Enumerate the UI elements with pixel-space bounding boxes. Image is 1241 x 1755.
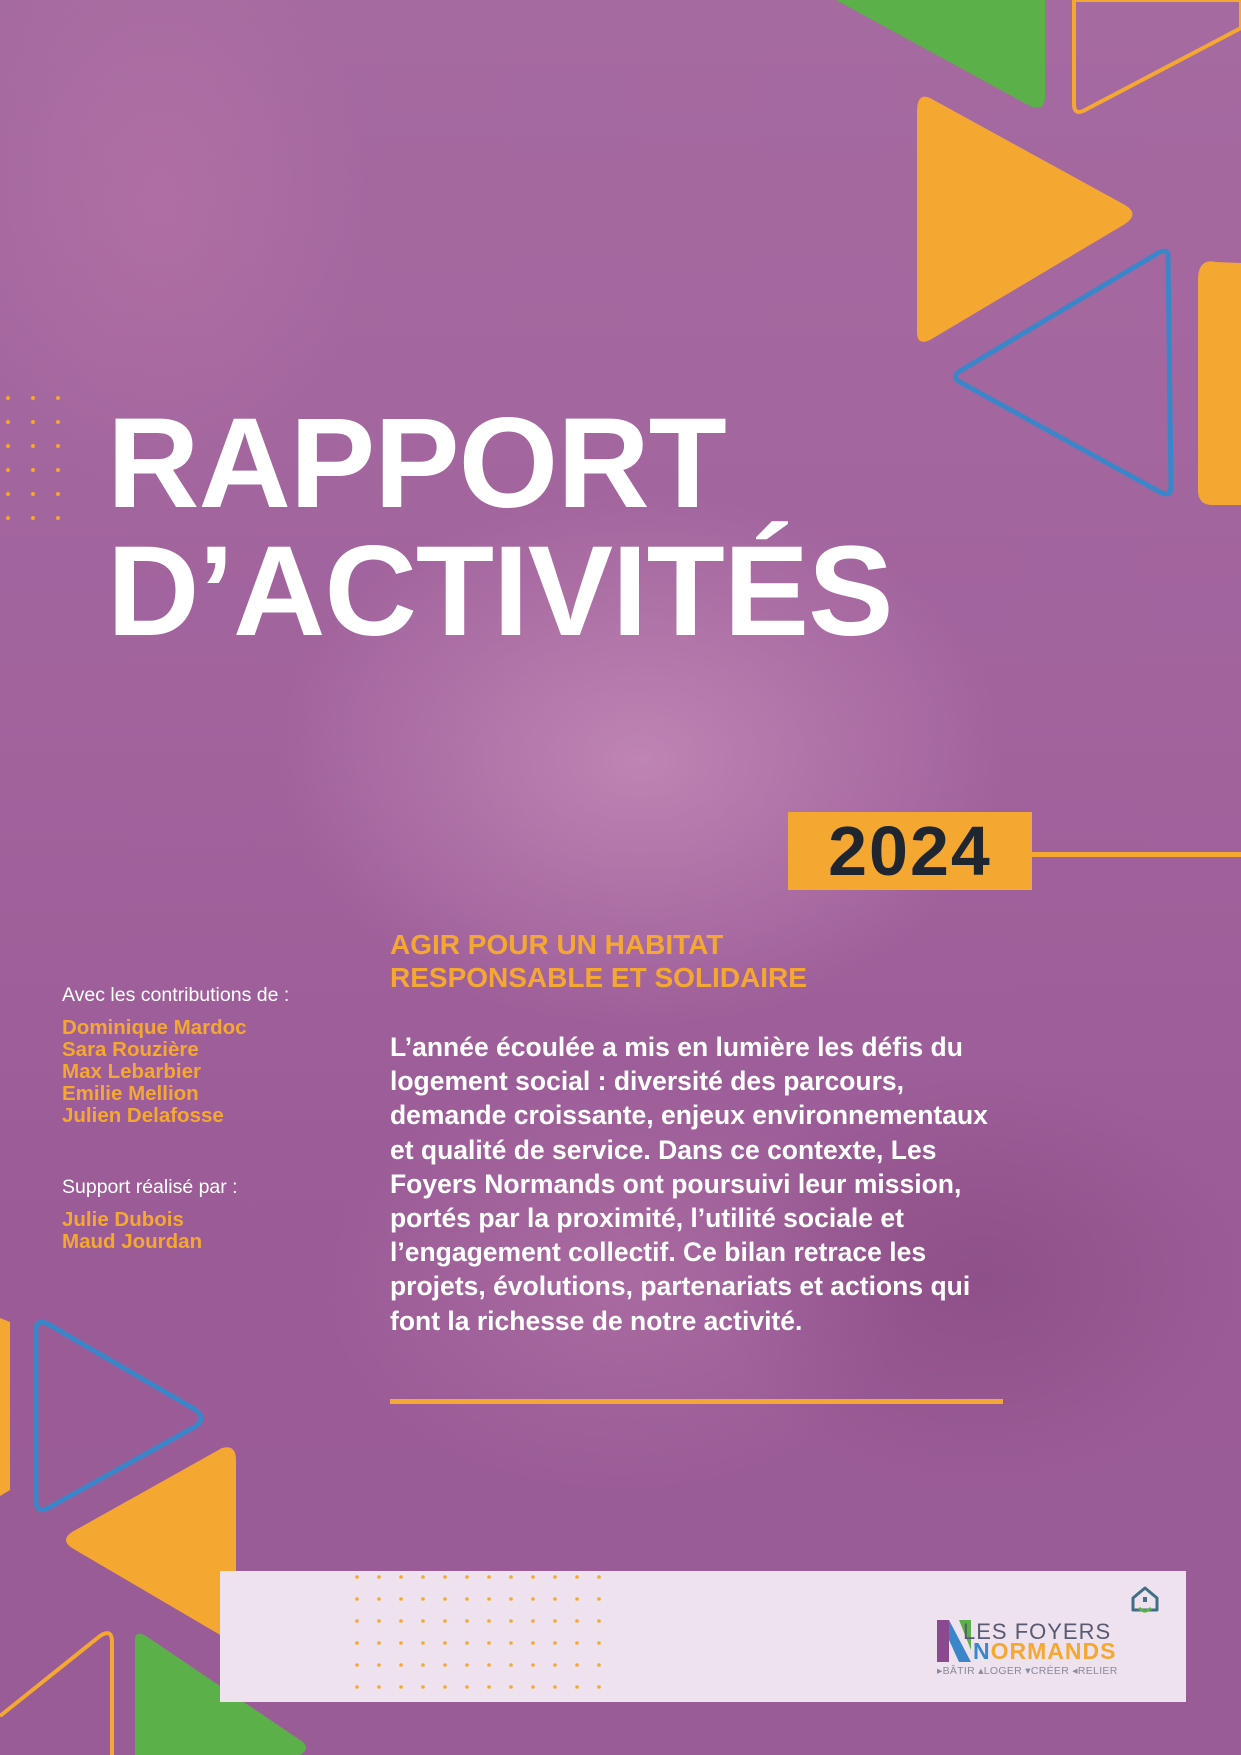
orange-edge-triangle-left [0, 1318, 10, 1496]
footer-dot [399, 1641, 403, 1645]
les-foyers-normands-logo [937, 1580, 1159, 1680]
orange-triangle-right [917, 97, 1133, 342]
support-name: Julie Dubois [62, 1208, 184, 1231]
footer-dot [355, 1685, 359, 1689]
intro-paragraph: L’année écoulée a mis en lumière les défis du logement social : diversité des parcours, demande croissante, enjeux environnementaux et qualité de service. Dans ce contexte, Les Foyers Normands ont poursuivi leur mission, portés par la proximité, l’utilité sociale et l’engagement collectif. Ce bilan retrace les projets, évolutions, partenariats et actions qui font la richesse de notre activité. [390, 1032, 988, 1336]
footer-dot [465, 1685, 469, 1689]
orange-edge-triangle [1198, 261, 1241, 505]
footer-dot [597, 1663, 601, 1667]
footer-dot [487, 1575, 491, 1579]
footer-dot [465, 1663, 469, 1667]
footer-dot [421, 1663, 425, 1667]
footer-dot [377, 1663, 381, 1667]
footer-dot [443, 1619, 447, 1623]
footer-dot [355, 1575, 359, 1579]
footer-dot [597, 1575, 601, 1579]
footer-dot [575, 1619, 579, 1623]
footer-dot [531, 1641, 535, 1645]
dot-pattern-left [6, 396, 60, 520]
footer-dot [487, 1619, 491, 1623]
footer-dot [553, 1685, 557, 1689]
footer-dot [355, 1663, 359, 1667]
footer-dot [399, 1619, 403, 1623]
footer-dot [575, 1575, 579, 1579]
footer-dot [509, 1641, 513, 1645]
footer-dot [553, 1641, 557, 1645]
logo-brand-rest: ORMANDS [990, 1638, 1117, 1664]
dot-pattern-footer [355, 1571, 655, 1702]
footer-dot [399, 1685, 403, 1689]
footer-dot [421, 1619, 425, 1623]
orange-triangle-left [66, 1447, 236, 1638]
orange-outline-triangle-bottom [0, 1633, 112, 1755]
footer-dot [377, 1685, 381, 1689]
footer-dot [443, 1685, 447, 1689]
logo-line-1: LES FOYERS [963, 1619, 1112, 1644]
footer-dot [399, 1597, 403, 1601]
footer-dot [399, 1663, 403, 1667]
house-logo-icon [1125, 1580, 1165, 1620]
footer-dot [531, 1663, 535, 1667]
subtitle-line-1: AGIR POUR UN HABITAT [390, 929, 724, 960]
footer-dot [553, 1663, 557, 1667]
footer-dot [465, 1641, 469, 1645]
contributions-label: Avec les contributions de : [62, 984, 290, 1006]
footer-dot [377, 1641, 381, 1645]
footer-dot [465, 1619, 469, 1623]
footer-dot [553, 1619, 557, 1623]
footer-dot [443, 1641, 447, 1645]
footer-dot [509, 1663, 513, 1667]
year-badge: 2024 [788, 812, 1032, 890]
footer-dot [597, 1619, 601, 1623]
footer-dot [487, 1685, 491, 1689]
report-subtitle [390, 928, 910, 994]
contributor-name: Dominique Mardoc [62, 1016, 247, 1039]
subtitle-line-2: RESPONSABLE ET SOLIDAIRE [390, 962, 807, 993]
footer-dot [465, 1575, 469, 1579]
footer-dot [443, 1597, 447, 1601]
footer-dot [597, 1597, 601, 1601]
footer-dot [443, 1575, 447, 1579]
footer-dot [487, 1663, 491, 1667]
footer-dot [377, 1619, 381, 1623]
footer-dot [553, 1597, 557, 1601]
logo-brand-first: N [973, 1638, 991, 1664]
credits-block [62, 983, 362, 1253]
logo-tagline: ▸BÂTIR ▴LOGER ▾CRÉER ◂RELIER [937, 1665, 1118, 1677]
contributors-list [62, 1017, 362, 1127]
footer-dot [597, 1641, 601, 1645]
intro-divider [390, 1399, 1003, 1404]
footer-dot [575, 1685, 579, 1689]
footer-dot [355, 1597, 359, 1601]
footer-dot [399, 1575, 403, 1579]
logo-brand [973, 1638, 1116, 1665]
footer-dot [421, 1685, 425, 1689]
support-label: Support réalisé par : [62, 1176, 238, 1198]
footer-dot [531, 1619, 535, 1623]
orange-outline-triangle-top [1074, 0, 1241, 112]
footer-dot [509, 1685, 513, 1689]
contributor-name: Emilie Mellion [62, 1082, 199, 1105]
report-title [107, 392, 893, 663]
year-underline [1032, 852, 1241, 857]
footer-dot [509, 1597, 513, 1601]
footer-dot [421, 1575, 425, 1579]
footer-dot [553, 1575, 557, 1579]
footer-dot [355, 1641, 359, 1645]
footer-dot [443, 1663, 447, 1667]
footer-dot [377, 1597, 381, 1601]
footer-dot [465, 1597, 469, 1601]
green-triangle-top [836, 0, 1045, 108]
footer-dot [421, 1641, 425, 1645]
title-line-2: D’ACTIVITÉS [107, 520, 893, 663]
support-name: Maud Jourdan [62, 1230, 203, 1253]
footer-dot [597, 1685, 601, 1689]
title-line-1: RAPPORT [107, 392, 726, 535]
footer-dot [531, 1685, 535, 1689]
footer-dot [509, 1575, 513, 1579]
footer-dot [531, 1597, 535, 1601]
footer-dot [421, 1597, 425, 1601]
footer-dot [377, 1575, 381, 1579]
contributor-name: Max Lebarbier [62, 1060, 201, 1083]
footer-dot [355, 1619, 359, 1623]
contributor-name: Sara Rouzière [62, 1038, 199, 1061]
contributor-name: Julien Delafosse [62, 1104, 224, 1127]
footer-dot [487, 1641, 491, 1645]
footer-dot [575, 1641, 579, 1645]
footer-dot [487, 1597, 491, 1601]
footer-dot [575, 1597, 579, 1601]
support-list [62, 1209, 362, 1253]
footer-dot [531, 1575, 535, 1579]
footer-dot [575, 1663, 579, 1667]
footer-dot [509, 1619, 513, 1623]
